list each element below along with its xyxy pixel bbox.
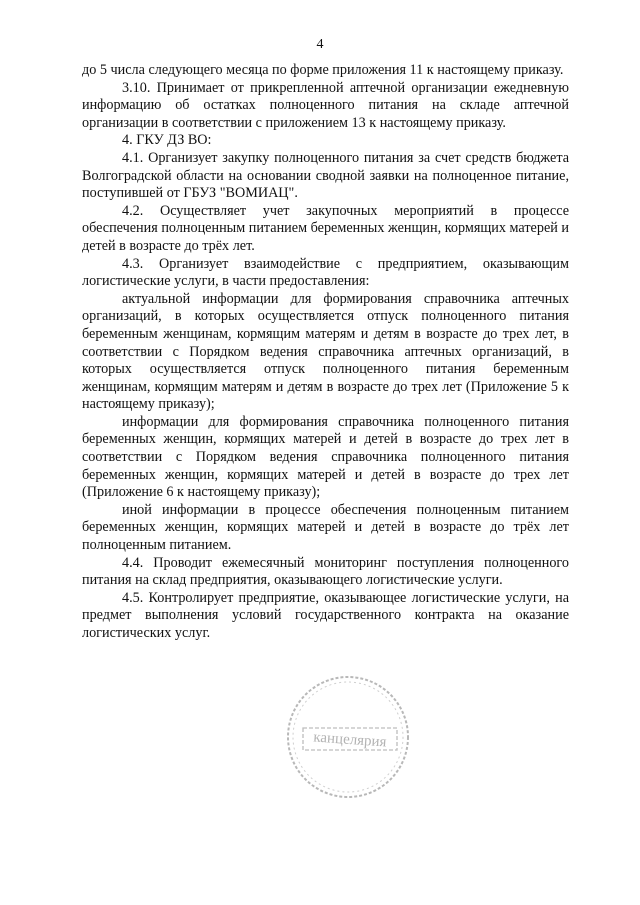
svg-text:канцелярия: канцелярия	[312, 729, 388, 751]
page-number: 4	[316, 37, 324, 52]
paragraph: 4.4. Проводит ежемесячный мониторинг поступления полноценного питания на склад предприятия, оказывающего логистические услуги.	[82, 554, 569, 589]
paragraph: 4.1. Организует закупку полноценного питания за счет средств бюджета Волгоградской области на основании сводной заявки на полноценное питание, поступившей от ГБУЗ "ВОМИАЦ".	[82, 149, 569, 202]
paragraph: 3.10. Принимает от прикрепленной аптечной организации ежедневную информацию об остатках полноценного питания на складе аптечной организации в соответствии с приложением 13 к настоящему приказу.	[82, 79, 569, 131]
document-body	[82, 62, 569, 643]
paragraph-heading: 4. ГКУ ДЗ ВО:	[122, 132, 212, 149]
paragraph: 4.3. Организует взаимодействие с предприятием, оказывающим логистические услуги, в части предоставления:	[82, 255, 569, 290]
paragraph: 4.2. Осуществляет учет закупочных мероприятий в процессе обеспечения полноценным питанием беременных женщин, кормящих матерей и детей в возрасте до трёх лет.	[82, 202, 569, 254]
paragraph: иной информации в процессе обеспечения полноценным питанием беременных женщин, кормящих матерей и детей в возрасте до трёх лет полноценным питанием.	[82, 501, 569, 554]
paragraph: до 5 числа следующего месяца по форме приложения 11 к настоящему приказу.	[82, 62, 564, 78]
paragraph: информации для формирования справочника полноценного питания беременных женщин, кормящих матерей и детей в возрасте до трех лет в соответствии с Порядком ведения справочника полноценного питания беременных женщин, кормящих матерей и детей в возрасте до трех лет (Приложение 6 к настоящему приказу);	[82, 413, 569, 501]
paragraph: актуальной информации для формирования справочника аптечных организаций, в которых осуществляется отпуск полноценного питания беременным женщинам, кормящим матерям и детям в возрасте до трех лет, в соответствии с Порядком ведения справочника аптечных организаций, в которых осуществляется отпуск полноценного питания беременным женщинам, кормящим матерям и детям в возрасте до трех лет (Приложение 5 к настоящему приказу);	[82, 290, 569, 413]
stamp-seal	[283, 672, 413, 802]
paragraph: 4.5. Контролирует предприятие, оказывающее логистические услуги, на предмет выполнения условий государственного контракта на оказание логистических услуг.	[82, 589, 569, 641]
